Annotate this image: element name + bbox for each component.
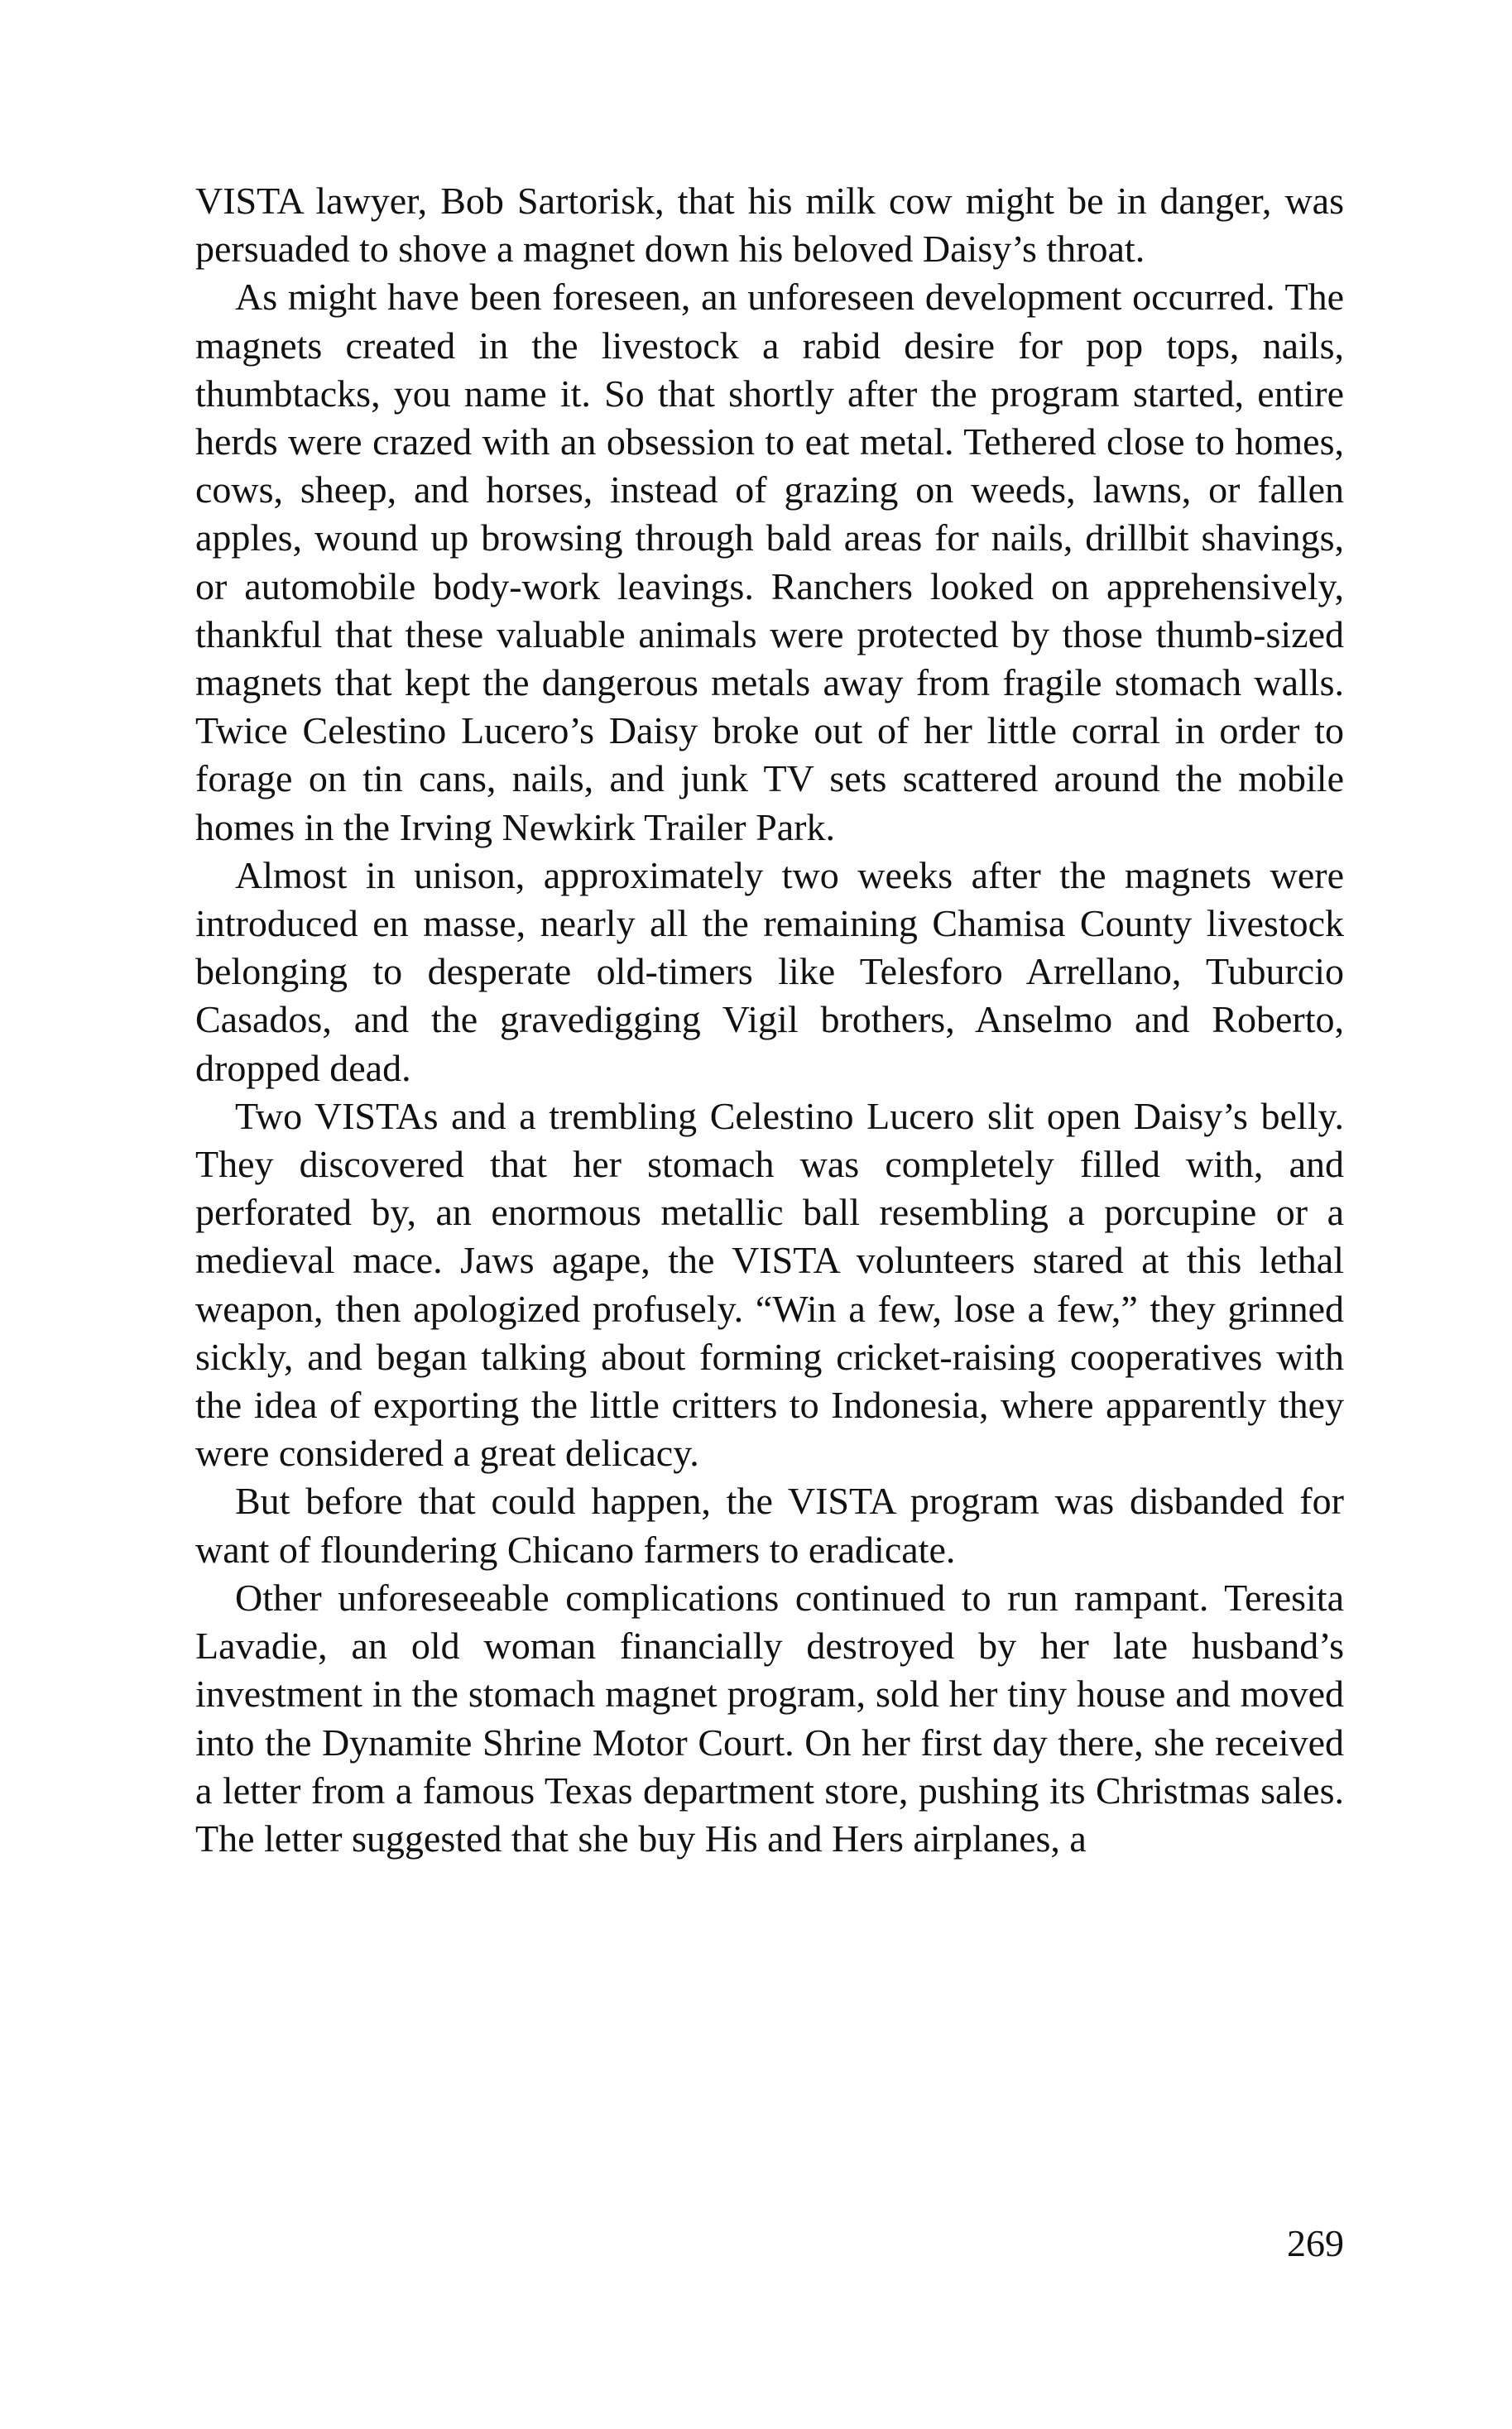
page-number: 269 [1287, 2222, 1344, 2264]
paragraph-5: But before that could happen, the VISTA program was disbanded for want of floundering Chicano farmers to eradicate. [195, 1480, 1344, 1571]
paragraph-3: Almost in unison, approximately two weeks after the magnets were introduced en masse, nearly all the remaining Chamisa County livestock belonging to desperate old-timers like Telesforo Arrellano, Tuburcio Casados, and the gravedigging Vigil brothers, Anselmo and Roberto, dropped dead. [195, 853, 1344, 1089]
paragraph-4: Two VISTAs and a trembling Celestino Lucero slit open Daisy’s belly. They discovered that her stomach was completely filled with, and perforated by, an enormous metallic ball resembling a porcupine or a medieval mace. Jaws agape, the VISTA volunteers stared at this lethal weapon, then apologized profusely. “Win a few, lose a few,” they grinned sickly, and began talking about forming cricket-raising cooperatives with the idea of exporting the little critters to Indonesia, where apparently they were considered a great delicacy. [195, 1094, 1344, 1475]
paragraph-2: As might have been foreseen, an unforeseen development occurred. The magnets created in the livestock a rabid desire for pop tops, nails, thumbtacks, you name it. So that shortly after the program started, entire herds were crazed with an obsession to eat metal. Tethered close to homes, cows, sheep, and horses, instead of grazing on weeds, lawns, or fallen apples, wound up browsing through bald areas for nails, drillbit shavings, or automobile body-work leavings. Ranchers looked on apprehensively, thankful that these valuable animals were protected by those thumb-sized magnets that kept the dangerous metals away from fragile stomach walls. Twice Celestino Lucero’s Daisy broke out of her little corral in order to forage on tin cans, nails, and junk TV sets scattered around the mobile homes in the Irving Newkirk Trailer Park. [195, 276, 1344, 848]
body-text [195, 177, 1344, 1863]
paragraph-6: Other unforeseeable complications continued to run rampant. Teresita Lavadie, an old woman financially destroyed by her late husband’s investment in the stomach magnet program, sold her tiny house and moved into the Dynamite Shrine Motor Court. On her first day there, she received a letter from a famous Texas department store, pushing its Christmas sales. The letter suggested that she buy His and Hers airplanes, a [195, 1576, 1344, 1860]
paragraph-1: VISTA lawyer, Bob Sartorisk, that his milk cow might be in danger, was persuaded to shove a magnet down his beloved Daisy’s throat. [195, 180, 1344, 271]
